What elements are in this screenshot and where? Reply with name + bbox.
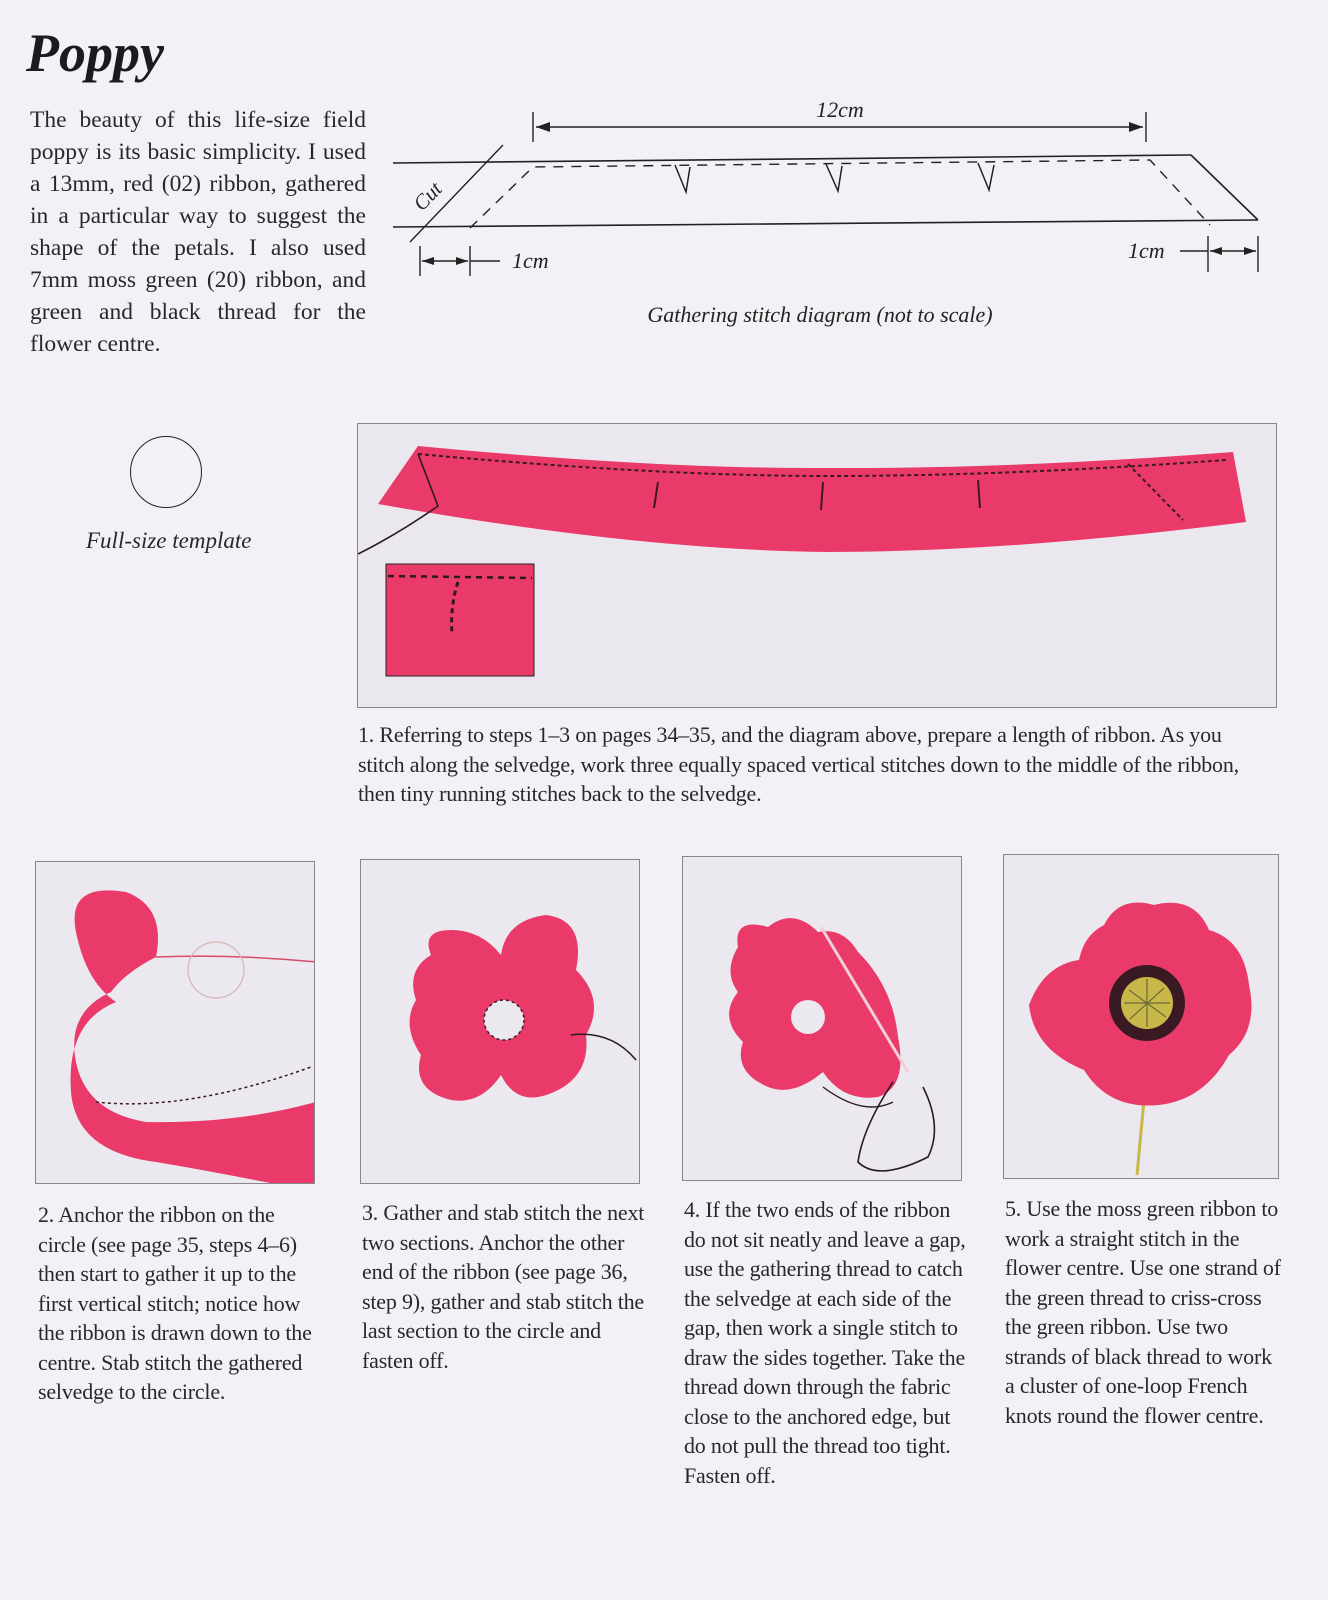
length-label: 12cm	[816, 97, 864, 122]
step5-photo	[1003, 854, 1279, 1179]
step3-photo	[360, 859, 640, 1184]
template-circle	[130, 436, 202, 508]
step2-number: 2.	[38, 1202, 55, 1227]
step2-text: Anchor the ribbon on the circle (see page 35, steps 4–6) then start to gather it up to the first vertical stitch; notice how the ribbon is drawn down to the centre. Stab stitch the gathered selvedge to the circle.	[38, 1202, 312, 1404]
step5-caption	[1005, 1194, 1285, 1430]
step4-caption	[684, 1195, 966, 1490]
step5-text: Use the moss green ribbon to work a straight stitch in the flower centre. Use one strand of the green thread to criss-cross the green ribbon. Use two strands of black thread to work a cluster of one-loop French knots round the flower centre.	[1005, 1196, 1281, 1428]
step4-photo	[682, 856, 962, 1181]
ribbon-strip-illustration	[358, 424, 1277, 708]
step3-text: Gather and stab stitch the next two sections. Anchor the other end of the ribbon (see page 36, step 9), gather and stab stitch the last section to the circle and fasten off.	[362, 1200, 645, 1373]
step4-text: If the two ends of the ribbon do not sit neatly and leave a gap, use the gathering thread to catch the selvedge at each side of the gap, then work a single stitch to draw the sides together. Take the thread down through the fabric close to the anchored edge, but do not pull the thread too tight. Fasten off.	[684, 1197, 966, 1488]
step3-number: 3.	[362, 1200, 379, 1225]
step2-photo	[35, 861, 315, 1184]
cut-label: Cut	[408, 176, 447, 216]
step2-caption	[38, 1200, 320, 1407]
intro-paragraph: The beauty of this life-size field poppy is its basic simplicity. I used a 13mm, red (02) ribbon, gathered in a particular way to suggest the shape of the petals. I also used 7mm moss green (20) ribbon, and green and black thread for the flower centre.	[30, 107, 366, 357]
step5-number: 5.	[1005, 1196, 1022, 1221]
step1-text: Referring to steps 1–3 on pages 34–35, and the diagram above, prepare a length of ribbon. As you stitch along the selvedge, work three equally spaced vertical stitches down to the middle of the ribbon, then tiny running stitches back to the selvedge.	[358, 722, 1239, 806]
step1-number: 1.	[358, 722, 375, 747]
step1-photo	[357, 423, 1277, 708]
page-title: Poppy	[26, 23, 164, 83]
step3-caption	[362, 1198, 646, 1375]
gathering-stitch-diagram	[0, 0, 1328, 360]
right-margin-label: 1cm	[1128, 238, 1165, 263]
step1-caption	[358, 720, 1273, 809]
template-caption: Full-size template	[86, 528, 252, 553]
step4-number: 4.	[684, 1197, 701, 1222]
left-margin-label: 1cm	[512, 248, 549, 273]
diagram-caption: Gathering stitch diagram (not to scale)	[647, 302, 993, 327]
